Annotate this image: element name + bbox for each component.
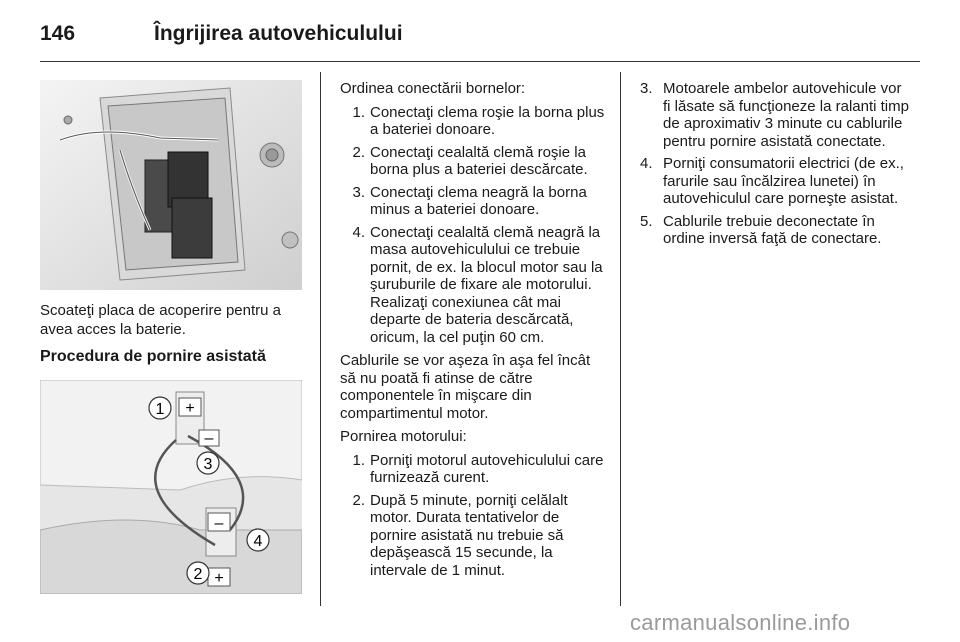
column-divider-2 bbox=[620, 72, 621, 606]
minus-label-1: – bbox=[204, 430, 214, 447]
plus-label-2: + bbox=[214, 570, 224, 587]
section-heading: Procedura de pornire asistată bbox=[40, 348, 266, 365]
list-item: 2. Conectaţi cealaltă clemă roşie la borna plus a bateriei descărcate. bbox=[352, 143, 588, 178]
start-intro: Pornirea motorului: bbox=[340, 428, 467, 445]
start-steps bbox=[340, 452, 608, 580]
continued-steps bbox=[640, 80, 910, 248]
column-divider-1 bbox=[320, 72, 321, 606]
plus-label-1: + bbox=[185, 400, 195, 417]
page-header bbox=[40, 22, 920, 52]
connection-steps bbox=[340, 104, 608, 347]
middle-column bbox=[340, 80, 608, 585]
list-item: 3. Motoarele ambelor autovehicule vor fi lăsate să funcţioneze la ralanti timp de aproximativ 3 minute cu cablurile pentru pornire asistată conectate. bbox=[640, 80, 909, 150]
watermark: carmanualsonline.info bbox=[630, 610, 851, 635]
list-item: 5. Cablurile trebuie deconectate în ordine inversă faţă de conectare. bbox=[640, 212, 882, 247]
list-item: 1. Conectaţi clema roşie la borna plus a bateriei donoare. bbox=[352, 103, 605, 138]
page-number: 146 bbox=[40, 22, 76, 45]
callout-4: 4 bbox=[253, 533, 263, 550]
callout-1: 1 bbox=[155, 401, 165, 418]
list-item: 4. Porniţi consumatorii electrici (de ex., farurile sau încălzirea lunetei) în autovehiculul care porneşte asistat. bbox=[640, 155, 904, 207]
list-item: 2. După 5 minute, porniţi celălalt motor. Durata tentativelor de pornire asistată nu trebuie să depăşească 15 secunde, la intervale de 1 minut. bbox=[352, 491, 568, 579]
connection-order-intro: Ordinea conectării bornelor: bbox=[340, 80, 526, 97]
list-item: 4. Conectaţi cealaltă clemă neagră la masa autovehiculului ce trebuie pornit, de ex. la blocul motor sau la şuruburile de fixare ale motorului. Realizaţi conexiunea cât mai departe de bateria descărcată, oricum, la cel puţin 60 cm. bbox=[352, 223, 603, 346]
battery-compartment-illustration bbox=[40, 80, 302, 290]
header-rule bbox=[40, 61, 920, 62]
list-item: 1. Porniţi motorul autovehiculului care furnizează curent. bbox=[352, 451, 604, 486]
callout-2: 2 bbox=[193, 566, 203, 583]
list-item: 3. Conectaţi clema neagră la borna minus a bateriei donoare. bbox=[352, 183, 587, 218]
figure-caption: Scoateţi placa de acoperire pentru a avea acces la baterie. bbox=[40, 302, 281, 338]
cables-note: Cablurile se vor aşeza în aşa fel încât să nu poată fi atinse de către componentele în mişcare din compartimentul motor. bbox=[340, 352, 591, 422]
right-column bbox=[640, 80, 910, 254]
page-title: Îngrijirea autovehiculului bbox=[154, 22, 403, 45]
jump-start-diagram bbox=[40, 380, 302, 594]
callout-3: 3 bbox=[203, 456, 213, 473]
minus-label-2: – bbox=[214, 515, 224, 532]
